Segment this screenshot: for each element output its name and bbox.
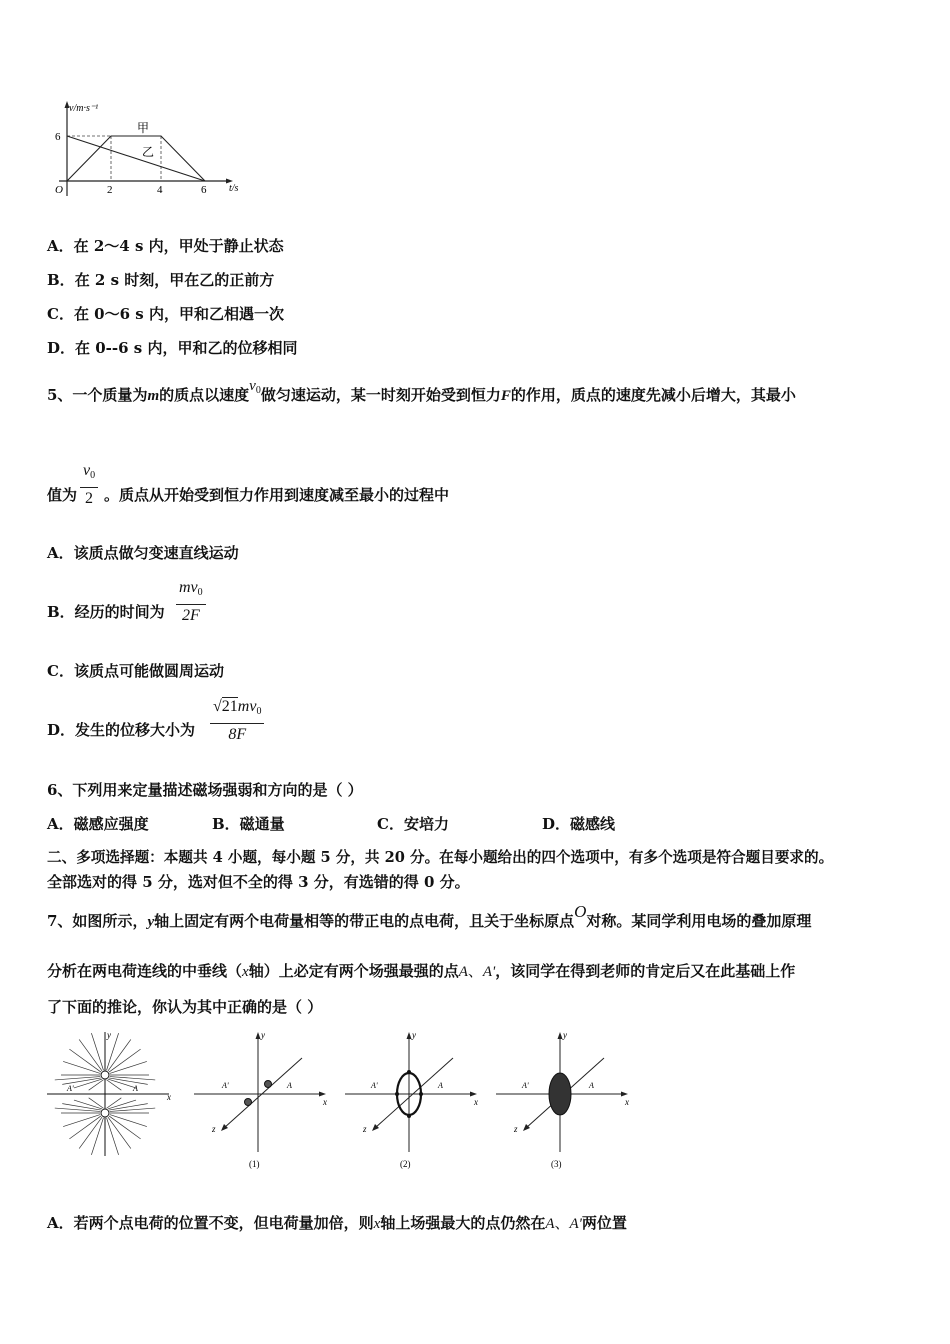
q5-option-d: D．发生的位移大小为 xyxy=(47,721,196,739)
vt-graph xyxy=(45,98,245,203)
q5-option-b: B．经历的时间为 xyxy=(47,603,165,621)
fig2-axis-z: z xyxy=(363,1124,367,1134)
q6-option-d: D．磁感线 xyxy=(542,815,616,833)
fig1-axis-y: y xyxy=(261,1030,265,1040)
fig3-axis-z: z xyxy=(514,1124,518,1134)
tick-x-6: 6 xyxy=(201,184,207,196)
fig2-point-ap: A' xyxy=(371,1081,378,1090)
q5-option-a: A．该质点做匀变速直线运动 xyxy=(47,544,239,562)
q7-option-a: A．若两个点电荷的位置不变，但电荷量加倍，则x轴上场强最大的点仍然在A、A'两位置 xyxy=(47,1214,627,1232)
fig1-point-ap: A' xyxy=(222,1081,229,1090)
axes-figure-1 xyxy=(190,1028,330,1173)
q5-fraction-v0-over-2: $\frac{v_0}{2}$ xyxy=(80,460,98,510)
fig0-axis-x: x xyxy=(167,1092,171,1102)
q4-option-a: A．在 2～4 s 内，甲处于静止状态 xyxy=(47,237,284,255)
q5-stem-line2: 值为 xyxy=(47,486,78,504)
fig2-axis-x: x xyxy=(474,1097,478,1107)
fig0-axis-y: y xyxy=(107,1030,111,1040)
x-axis-label: t/s xyxy=(229,183,239,194)
q4-option-b: B．在 2 s 时刻，甲在乙的正前方 xyxy=(47,271,275,289)
label-yi: 乙 xyxy=(142,145,155,159)
fig1-axis-z: z xyxy=(212,1124,216,1134)
fig1-axis-x: x xyxy=(323,1097,327,1107)
tick-x-2: 2 xyxy=(107,184,113,196)
fig2-caption: (2) xyxy=(400,1159,411,1169)
fig1-caption: (1) xyxy=(249,1159,260,1169)
q5-stem-line2-tail: 。质点从开始受到恒力作用到速度减至最小的过程中 xyxy=(104,486,450,504)
q6-option-a: A．磁感应强度 xyxy=(47,815,149,833)
fig1-point-a: A xyxy=(287,1081,292,1090)
fig3-point-ap: A' xyxy=(522,1081,529,1090)
section2-heading-line2: 全部选对的得 5 分，选对但不全的得 3 分，有选错的得 0 分。 xyxy=(47,873,470,891)
section2-heading-line1: 二、多项选择题：本题共 4 小题，每小题 5 分，共 20 分。在每小题给出的四个选项中，有多个选项是符合题目要求的。 xyxy=(47,849,834,866)
origin-label: O xyxy=(55,184,63,196)
axes-figure-3 xyxy=(492,1028,632,1173)
q6-stem: 6、下列用来定量描述磁场强弱和方向的是（ ） xyxy=(47,781,363,799)
q7-stem-line3: 了下面的推论，你认为其中正确的是（ ） xyxy=(47,998,323,1016)
field-line xyxy=(107,1098,122,1108)
q4-option-d: D．在 0--6 s 内，甲和乙的位移相同 xyxy=(47,339,298,357)
fig3-caption: (3) xyxy=(551,1159,562,1169)
field-lines-figure xyxy=(45,1028,175,1160)
axes-figure-2 xyxy=(341,1028,481,1173)
tick-y-6: 6 xyxy=(55,131,61,143)
field-line xyxy=(89,1080,104,1090)
y-axis-label: v/m·s⁻¹ xyxy=(69,103,99,114)
q4-option-c: C．在 0～6 s 内，甲和乙相遇一次 xyxy=(47,305,284,323)
label-jia: 甲 xyxy=(137,121,150,135)
q5-option-c: C．该质点可能做圆周运动 xyxy=(47,662,224,680)
fig2-point-a: A xyxy=(438,1081,443,1090)
q6-option-b: B．磁通量 xyxy=(212,815,285,833)
field-line xyxy=(89,1098,104,1108)
q7-stem-line2: 分析在两电荷连线的中垂线（x轴）上必定有两个场强最强的点A、A'，该同学在得到老师的肯定后又在此基础上作 xyxy=(47,962,796,980)
fig0-point-a: A xyxy=(133,1084,138,1093)
fig0-point-ap: A' xyxy=(67,1084,74,1093)
q7-stem-line1: 7、如图所示，y轴上固定有两个电荷量相等的带正电的点电荷，且关于坐标原点O对称。某同学利用电场的叠加原理 xyxy=(47,902,812,930)
fig3-axis-y: y xyxy=(563,1030,567,1040)
q5-fraction-d: $\frac{√21mv_0}{8F}$ xyxy=(210,696,264,746)
line-yi xyxy=(67,136,205,181)
tick-x-4: 4 xyxy=(157,184,163,196)
q6-option-c: C．安培力 xyxy=(377,815,449,833)
fig2-axis-y: y xyxy=(412,1030,416,1040)
q5-fraction-b: $\frac{mv_0}{2F}$ xyxy=(176,577,206,627)
fig3-point-a: A xyxy=(589,1081,594,1090)
q5-stem-line1: 5、一个质量为m的质点以速度$v_0$做匀速运动，某一时刻开始受到恒力F的作用，质点的速度先减小后增大，其最小 xyxy=(47,378,796,404)
fig3-axis-x: x xyxy=(625,1097,629,1107)
field-line xyxy=(107,1080,122,1090)
